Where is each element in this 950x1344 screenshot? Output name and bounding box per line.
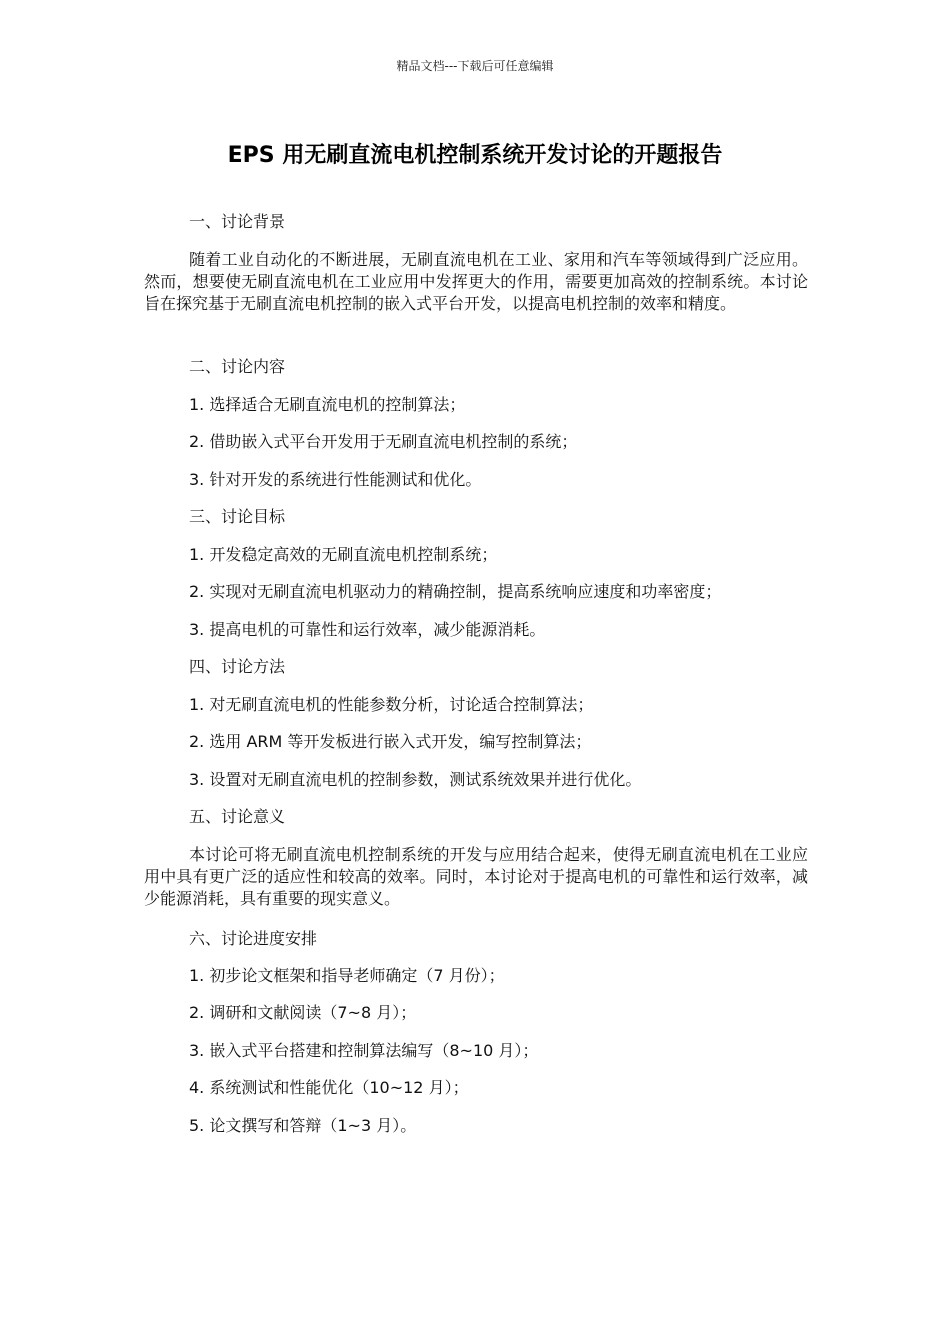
list-item: 2. 选用 ARM 等开发板进行嵌入式开发，编写控制算法； [189,732,592,751]
list-item: 2. 调研和文献阅读（7~8 月）； [189,1003,417,1022]
list-item: 5. 论文撰写和答辩（1~3 月）。 [189,1116,417,1135]
section-heading-methods: 四、讨论方法 [189,657,286,676]
section-heading-background: 一、讨论背景 [189,212,286,231]
document-title: EPS 用无刷直流电机控制系统开发讨论的开题报告 [227,143,723,168]
list-item: 3. 针对开发的系统进行性能测试和优化。 [189,470,482,489]
list-item: 4. 系统测试和性能优化（10~12 月）； [189,1078,469,1097]
section-paragraph-significance: 本讨论可将无刷直流电机控制系统的开发与应用结合起来，使得无刷直流电机在工业应用中具有更广泛的适应性和较高的效率。同时，本讨论对于提高电机的可靠性和运行效率，减少能源消耗，具有重要的现实意义。 [144,845,808,908]
list-item: 3. 设置对无刷直流电机的控制参数，测试系统效果并进行优化。 [189,770,642,789]
list-item: 1. 对无刷直流电机的性能参数分析，讨论适合控制算法； [189,695,594,714]
list-item: 1. 初步论文框架和指导老师确定（7 月份）； [189,966,505,985]
section-paragraph-background: 随着工业自动化的不断进展，无刷直流电机在工业、家用和汽车等领域得到广泛应用。然而，想要使无刷直流电机在工业应用中发挥更大的作用，需要更加高效的控制系统。本讨论旨在探究基于无刷直流电机控制的嵌入式平台开发，以提高电机控制的效率和精度。 [144,250,808,313]
section-heading-significance: 五、讨论意义 [189,807,286,826]
section-heading-content: 二、讨论内容 [189,357,286,376]
list-item: 2. 实现对无刷直流电机驱动力的精确控制，提高系统响应速度和功率密度； [189,582,722,601]
section-heading-goals: 三、讨论目标 [189,507,286,526]
list-item: 1. 选择适合无刷直流电机的控制算法； [189,395,466,414]
section-heading-schedule: 六、讨论进度安排 [189,929,318,948]
list-item: 3. 提高电机的可靠性和运行效率，减少能源消耗。 [189,620,546,639]
list-item: 3. 嵌入式平台搭建和控制算法编写（8~10 月）； [189,1041,539,1060]
list-item: 1. 开发稳定高效的无刷直流电机控制系统； [189,545,498,564]
page-header: 精品文档---下载后可任意编辑 [396,59,554,73]
list-item: 2. 借助嵌入式平台开发用于无刷直流电机控制的系统； [189,432,578,451]
